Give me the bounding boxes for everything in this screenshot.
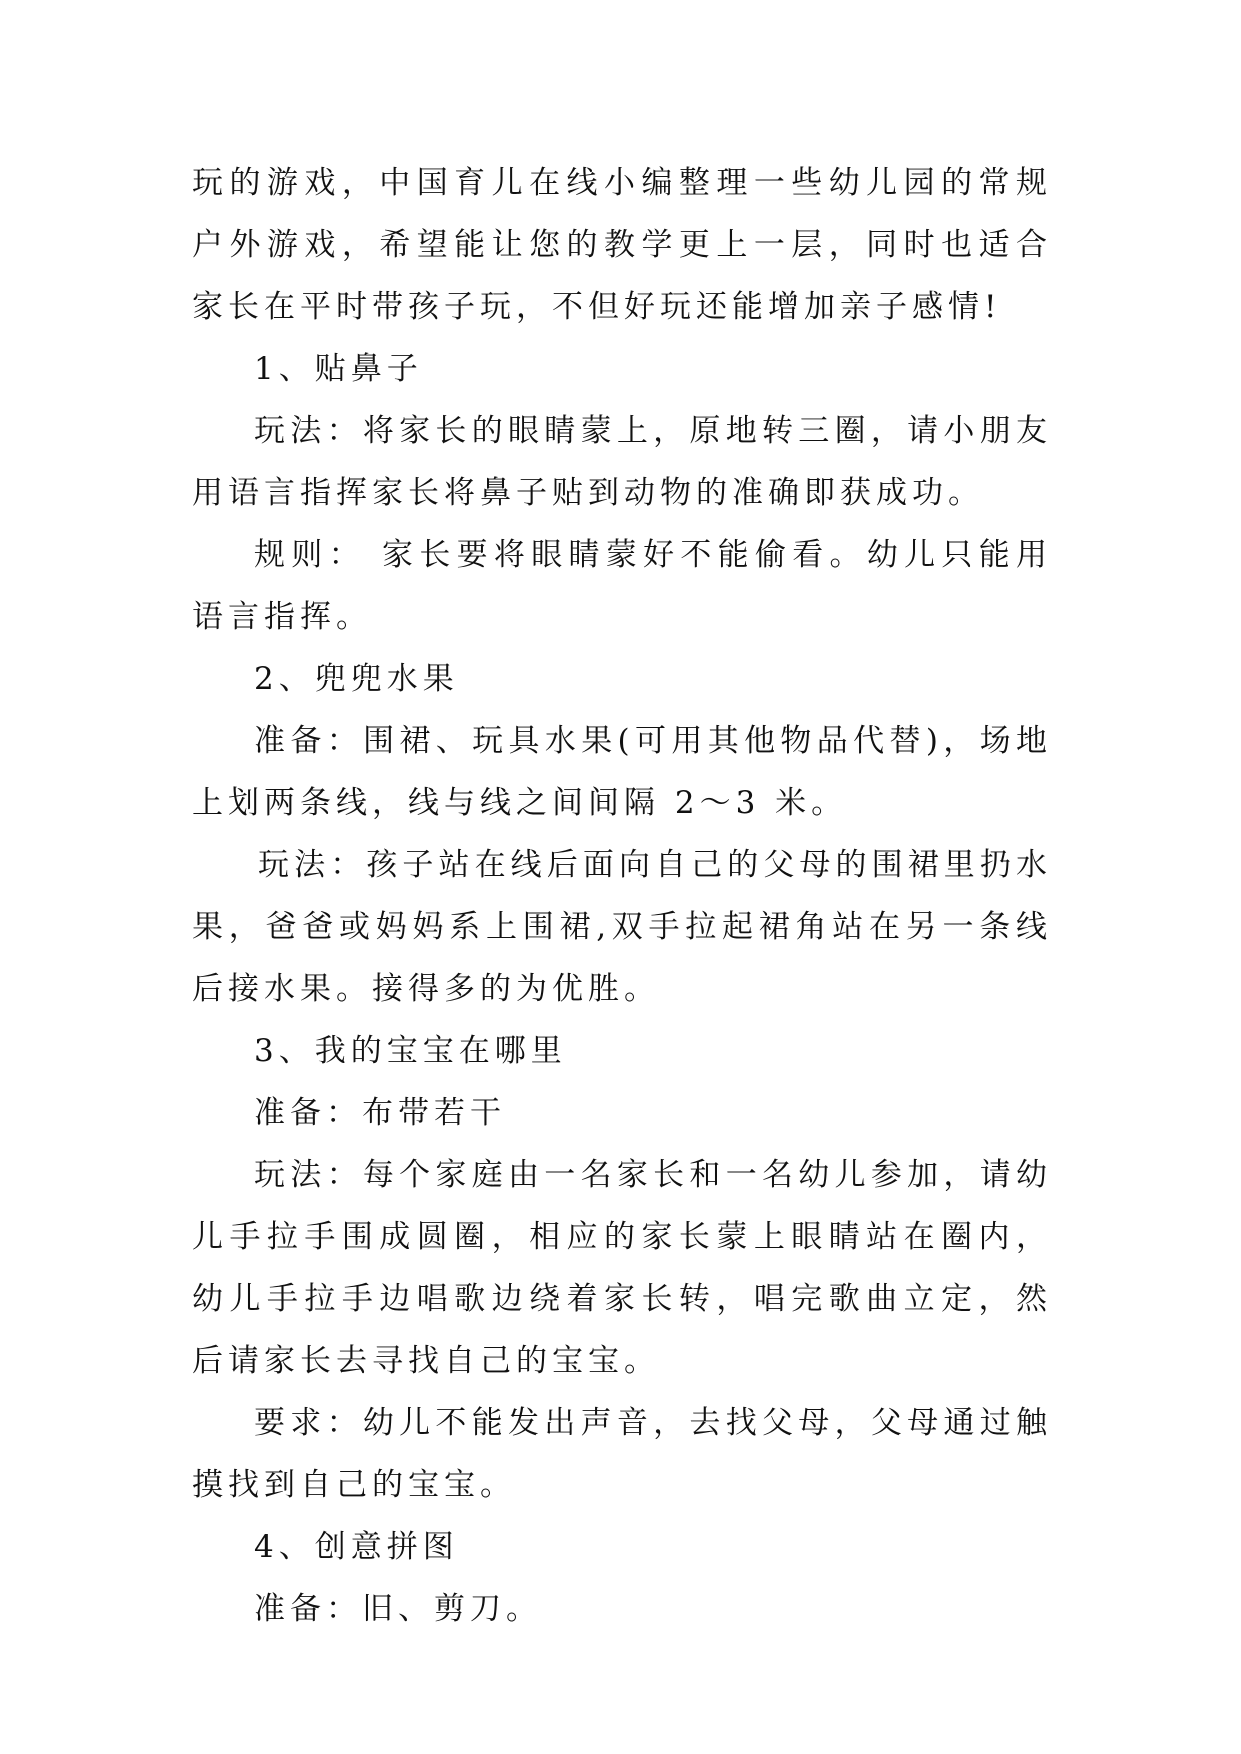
section-heading-1: 1、贴鼻子 bbox=[254, 351, 423, 387]
section-heading-2: 2、兜兜水果 bbox=[254, 661, 459, 697]
section-heading-3: 3、我的宝宝在哪里 bbox=[254, 1033, 567, 1069]
game-2-preparation: 准备：围裙、玩具水果(可用其他物品代替)，场地上划两条线，线与线之间间隔 2～3 米。 bbox=[192, 723, 1052, 821]
intro-paragraph: 玩的游戏，中国育儿在线小编整理一些幼儿园的常规户外游戏，希望能让您的教学更上一层，同时也适合家长在平时带孩子玩，不但好玩还能增加亲子感情! bbox=[192, 165, 1052, 325]
game-3-requirements: 要求：幼儿不能发出声音，去找父母，父母通过触摸找到自己的宝宝。 bbox=[192, 1405, 1052, 1503]
document-body bbox=[192, 152, 1052, 1640]
game-1-method: 玩法：将家长的眼睛蒙上，原地转三圈，请小朋友用语言指挥家长将鼻子贴到动物的准确即获成功。 bbox=[192, 413, 1052, 511]
section-heading-4: 4、创意拼图 bbox=[254, 1529, 459, 1565]
game-3-method: 玩法：每个家庭由一名家长和一名幼儿参加，请幼儿手拉手围成圆圈，相应的家长蒙上眼睛站在圈内，幼儿手拉手边唱歌边绕着家长转，唱完歌曲立定，然后请家长去寻找自己的宝宝。 bbox=[192, 1157, 1052, 1379]
game-2-method: 玩法：孩子站在线后面向自己的父母的围裙里扔水果，爸爸或妈妈系上围裙,双手拉起裙角站在另一条线后接水果。接得多的为优胜。 bbox=[192, 847, 1052, 1007]
game-1-rules: 规则： 家长要将眼睛蒙好不能偷看。幼儿只能用语言指挥。 bbox=[192, 537, 1052, 635]
game-3-preparation: 准备：布带若干 bbox=[254, 1095, 506, 1131]
game-4-preparation: 准备：旧、剪刀。 bbox=[254, 1591, 542, 1627]
